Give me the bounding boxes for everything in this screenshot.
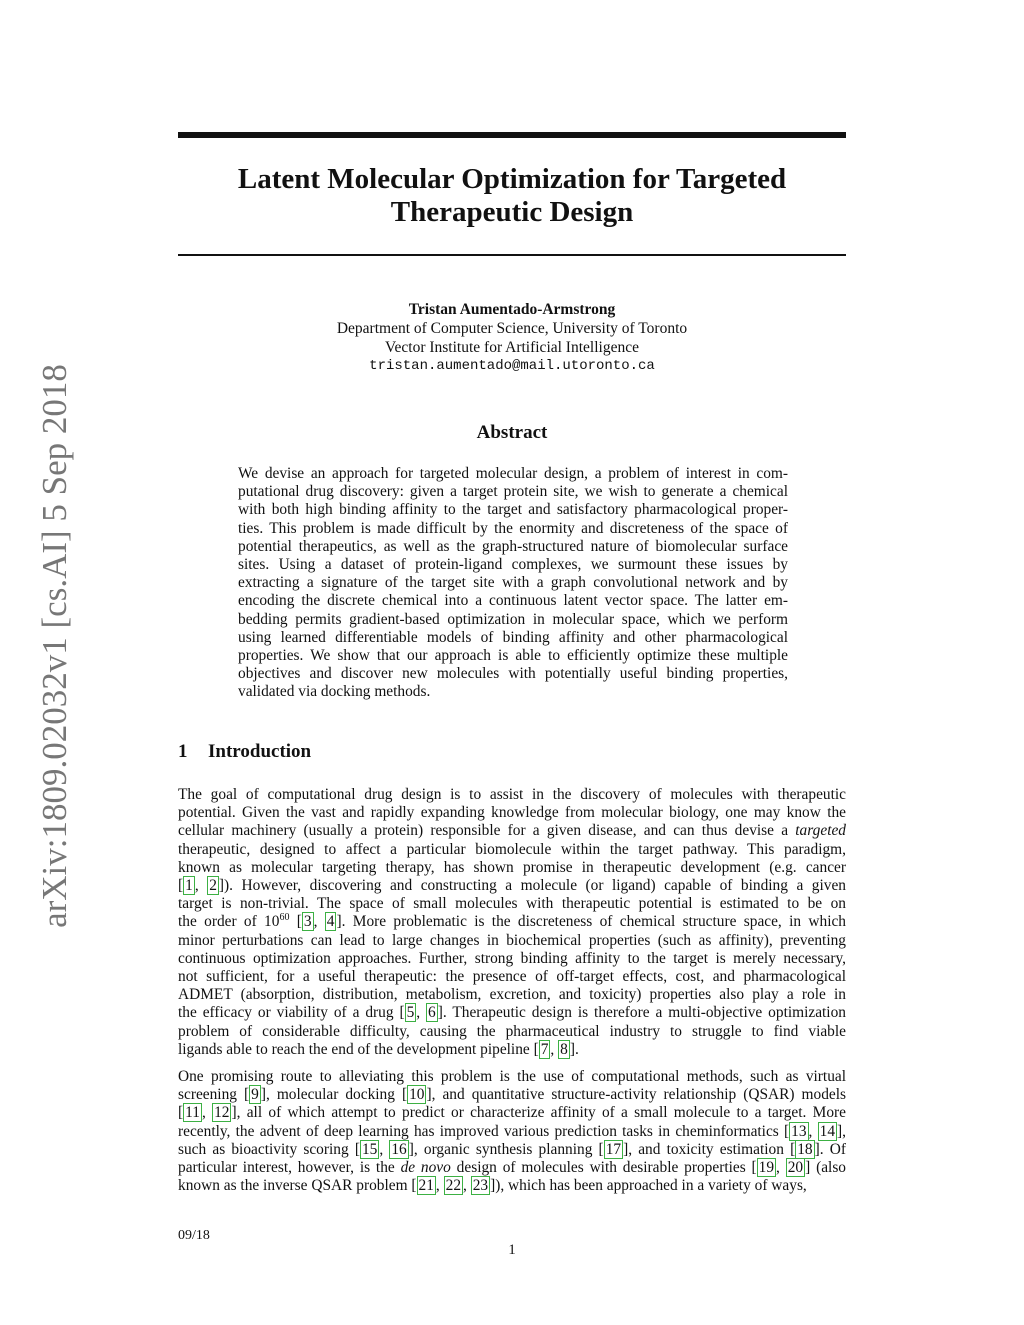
paragraph-line: particular interest, however, is the de novo design of molecules with desirable properties [ 19 , 20 ] (also bbox=[178, 1159, 846, 1177]
citation-link[interactable]: 20 bbox=[787, 1159, 804, 1177]
abstract-line: encoding the discrete chemical into a continuous latent vector space. The latter em- bbox=[238, 592, 788, 610]
paragraph-line: not sufficient, for a useful therapeutic: the presence of off-target effects, cost, and pharmacological bbox=[178, 968, 846, 986]
paragraph-line: known as molecular targeting therapy, has shown promise in therapeutic development (e.g. cancer bbox=[178, 858, 846, 876]
paragraph-line: known as the inverse QSAR problem [ 21 , 22 , 23 ]), which has been approached in a variety of ways, bbox=[178, 1177, 807, 1195]
abstract-line: sites. Using a dataset of protein-ligand complexes, we surmount these issues by bbox=[238, 556, 788, 574]
paragraph-line: the efficacy or viability of a drug [ 5 , 6 ]. Therapeutic design is therefore a multi-objective optimization bbox=[178, 1004, 846, 1022]
footer-date: 09/18 bbox=[178, 1228, 210, 1243]
citation-link[interactable]: 2 bbox=[209, 877, 217, 895]
intro-paragraph-2 bbox=[178, 1068, 846, 1195]
paragraph-line: the order of $10^{60}$ [ 3 , 4 ]. More problematic is the discreteness of chemical structure space, in which bbox=[178, 912, 846, 931]
arxiv-sidebar-identifier: arXiv:1809.02032v1 [cs.AI] 5 Sep 2018 bbox=[35, 364, 74, 928]
citation-link[interactable]: 11 bbox=[185, 1104, 200, 1122]
author-email[interactable]: tristan.aumentado@mail.utoronto.ca bbox=[369, 358, 655, 374]
citation-link[interactable]: 5 bbox=[406, 1004, 415, 1022]
intro-paragraph-1 bbox=[178, 786, 846, 1059]
citation-link[interactable]: 9 bbox=[251, 1086, 259, 1104]
title-bottom-rule bbox=[178, 254, 846, 256]
paragraph-line: target is non-trivial. The space of small molecules with therapeutic potential is estimated to be on bbox=[178, 895, 846, 913]
paragraph-line: ADMET (absorption, distribution, metabolism, excretion, and toxicity) properties also play a role in bbox=[178, 986, 846, 1004]
citation-link[interactable]: 23 bbox=[472, 1177, 489, 1195]
abstract-line: with both high binding affinity to the target and satisfactory pharmacological proper- bbox=[238, 501, 788, 519]
paragraph-line: potential. Given the vast and rapidly expanding knowledge from molecular biology, one may know the bbox=[178, 804, 846, 822]
citation-link[interactable]: 7 bbox=[540, 1040, 549, 1058]
title-line-2: Therapeutic Design bbox=[390, 196, 634, 228]
paragraph-line: therapeutic, designed to affect a particular biomolecule within the target pathway. This paradigm, bbox=[178, 840, 846, 858]
paragraph-line: continuous optimization approaches. Further, strong binding affinity to the target is merely necessary, bbox=[178, 949, 846, 967]
abstract-line: potential therapeutics, as well as the graph-structured nature of biomolecular surface bbox=[238, 537, 788, 555]
citation-link[interactable]: 6 bbox=[428, 1004, 436, 1022]
citation-link[interactable]: 16 bbox=[391, 1140, 407, 1158]
author-name: Tristan Aumentado-Armstrong bbox=[408, 301, 616, 318]
citation-link[interactable]: 8 bbox=[560, 1040, 568, 1058]
title-line-1: Latent Molecular Optimization for Targeted bbox=[237, 163, 787, 195]
citation-link[interactable]: 3 bbox=[303, 913, 312, 931]
citation-link[interactable]: 15 bbox=[361, 1140, 378, 1158]
abstract-line: extracting a signature of the target site with a graph convolutional network and by bbox=[238, 574, 788, 592]
paragraph-line: such as bioactivity scoring [ 15 , 16 ], organic synthesis planning [ 17 ], and toxicity estimation [ 18 ]. Of bbox=[178, 1140, 846, 1158]
abstract-heading: Abstract bbox=[476, 422, 548, 443]
title-top-rule bbox=[178, 132, 846, 138]
paragraph-line: recently, the advent of deep learning has improved various prediction tasks in cheminformatics [ 13 , 14 ], bbox=[178, 1122, 846, 1140]
section-heading bbox=[178, 741, 311, 763]
section-number: 1 bbox=[178, 741, 188, 762]
paragraph-line: The goal of computational drug design is to assist in the discovery of molecules with therapeutic bbox=[178, 786, 846, 803]
paragraph-line: [ 1 , 2 ]). However, discovering and constructing a molecule (or ligand) capable of binding a given bbox=[178, 877, 846, 895]
citation-link[interactable]: 13 bbox=[791, 1122, 807, 1140]
abstract-line: ties. This problem is made difficult by the enormity and discreteness of the space of bbox=[238, 519, 788, 537]
citation-link[interactable]: 14 bbox=[819, 1122, 836, 1140]
citation-link[interactable]: 1 bbox=[185, 877, 193, 895]
paragraph-line: One promising route to alleviating this problem is the use of computational methods, such as virtual bbox=[178, 1068, 846, 1085]
citation-link[interactable]: 21 bbox=[418, 1177, 434, 1195]
paragraph-line: cellular machinery (usually a protein) responsible for a given disease, and can thus devise a targeted bbox=[178, 822, 846, 840]
citation-link[interactable]: 12 bbox=[214, 1104, 230, 1122]
abstract-body bbox=[238, 465, 788, 702]
abstract-line: bedding permits gradient-based optimization in molecular space, which we perform bbox=[238, 610, 788, 628]
abstract-line: validated via docking methods. bbox=[238, 683, 431, 701]
citation-link[interactable]: 4 bbox=[326, 913, 335, 931]
section-title: Introduction bbox=[208, 741, 312, 762]
author-block bbox=[178, 300, 846, 376]
paragraph-line: problem of considerable difficulty, causing the pharmaceutical industry to struggle to find viable bbox=[178, 1022, 846, 1040]
citation-link[interactable]: 19 bbox=[758, 1159, 775, 1177]
paragraph-line: [ 11 , 12 ], all of which attempt to predict or characterize affinity of a small molecule to a target. More bbox=[178, 1104, 846, 1122]
citation-link[interactable]: 17 bbox=[605, 1140, 622, 1158]
paragraph-line: screening [ 9 ], molecular docking [ 10 ], and quantitative structure-activity relationship (QSAR) models bbox=[178, 1086, 846, 1104]
citation-link[interactable]: 22 bbox=[445, 1177, 462, 1195]
abstract-line: objectives and discover new molecules with potentially useful binding properties, bbox=[238, 665, 788, 683]
abstract-line: properties. We show that our approach is able to efficiently optimize these multiple bbox=[238, 647, 788, 665]
paragraph-line: ligands able to reach the end of the development pipeline [ 7 , 8 ]. bbox=[178, 1040, 579, 1058]
citation-link[interactable]: 10 bbox=[409, 1086, 425, 1104]
abstract-line: We devise an approach for targeted molecular design, a problem of interest in com- bbox=[238, 465, 788, 482]
abstract-line: putational drug discovery: given a target protein site, we wish to generate a chemical bbox=[238, 483, 788, 501]
citation-link[interactable]: 18 bbox=[797, 1140, 813, 1158]
paragraph-line: minor perturbations can lead to large changes in biochemical properties (such as affinity), preventing bbox=[178, 931, 846, 949]
paper-title bbox=[178, 163, 846, 229]
page-number: 1 bbox=[508, 1242, 516, 1258]
affiliation-1: Department of Computer Science, University of Toronto bbox=[336, 320, 688, 337]
affiliation-2: Vector Institute for Artificial Intelligence bbox=[385, 339, 639, 356]
abstract-line: using learned differentiable models of binding affinity and other pharmacological bbox=[238, 628, 788, 646]
